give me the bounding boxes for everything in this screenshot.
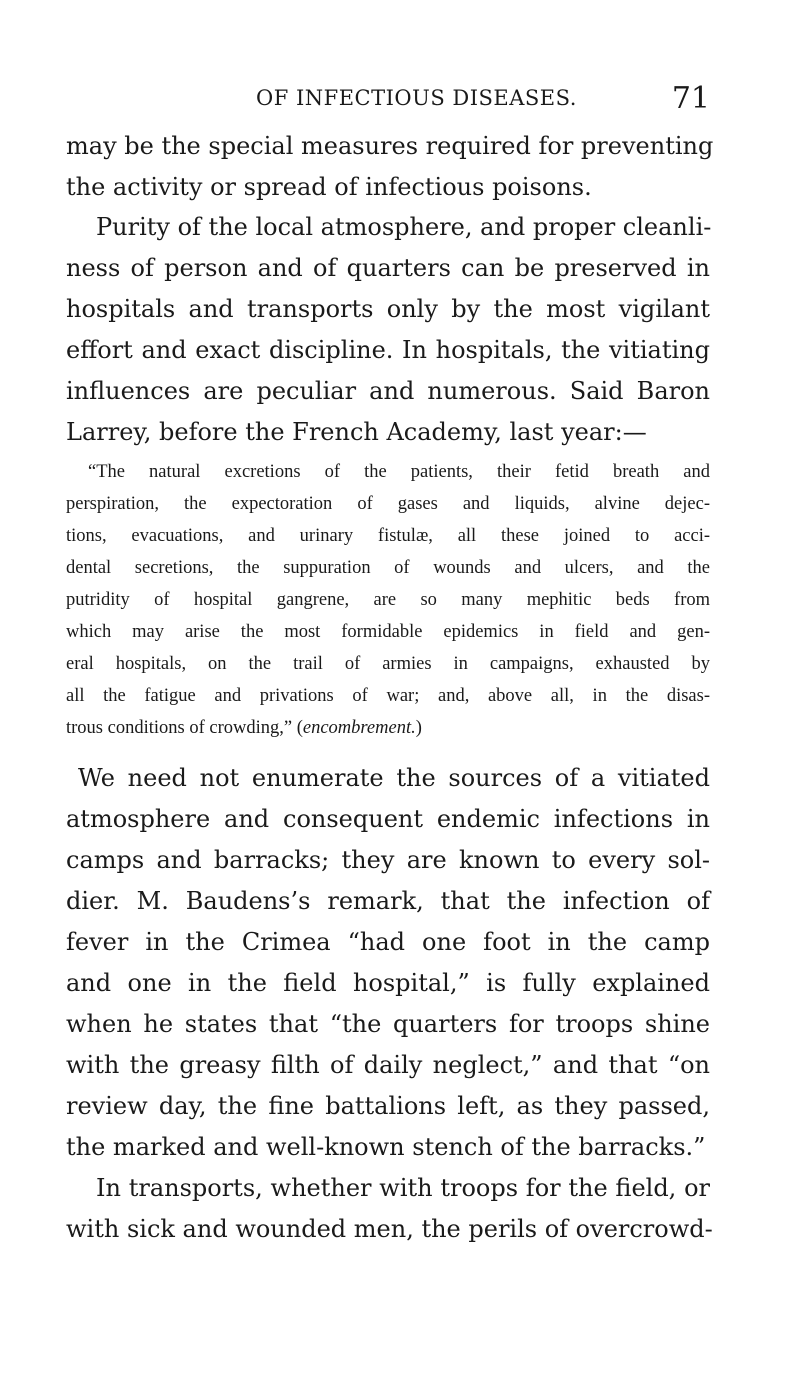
running-title: OF INFECTIOUS DISEASES.	[256, 86, 577, 110]
text-line: dier. M. Baudens’s remark, that the infection of	[66, 887, 710, 915]
text-line: camps and barracks; they are known to every sol-	[66, 846, 710, 874]
quote-close: )	[415, 718, 422, 738]
text-line: In transports, whether with troops for the field, or	[96, 1174, 710, 1202]
text-line: effort and exact discipline. In hospitals, the vitiating	[66, 336, 710, 364]
running-head	[66, 81, 710, 124]
text-line: may be the special measures required for preventing	[66, 132, 714, 160]
text-line: the activity or spread of infectious poisons.	[66, 173, 592, 201]
text-line: Purity of the local atmosphere, and proper cleanli-	[96, 213, 712, 241]
text-line: review day, the fine battalions left, as they passed,	[66, 1092, 710, 1120]
quote-line: perspiration, the expectoration of gases and liquids, alvine dejec-	[66, 494, 710, 514]
text-line: Larrey, before the French Academy, last year:—	[66, 418, 647, 446]
text-line: the marked and well-known stench of the barracks.”	[66, 1133, 706, 1161]
text-line: hospitals and transports only by the most vigilant	[66, 295, 710, 323]
text-line: with sick and wounded men, the perils of overcrowd-	[66, 1215, 713, 1243]
quote-line: dental secretions, the suppuration of wounds and ulcers, and the	[66, 558, 710, 578]
text-line: ness of person and of quarters can be preserved in	[66, 254, 710, 282]
quote-line: “The natural excretions of the patients, their fetid breath and	[88, 462, 710, 482]
quote-line: which may arise the most formidable epidemics in field and gen-	[66, 622, 710, 642]
text-line: We need not enumerate the sources of a vitiated	[78, 764, 710, 792]
text-line: fever in the Crimea “had one foot in the camp	[66, 928, 710, 956]
quote-line: all the fatigue and privations of war; and, above all, in the disas-	[66, 686, 710, 706]
text-line: when he states that “the quarters for troops shine	[66, 1010, 710, 1038]
quote-line: putridity of hospital gangrene, are so many mephitic beds from	[66, 590, 710, 610]
quote-italic: encombrement.	[302, 718, 416, 738]
quote-line	[66, 718, 422, 739]
quote-line: eral hospitals, on the trail of armies in campaigns, exhausted by	[66, 654, 710, 674]
quote-text: trous conditions of crowding,” (	[66, 718, 303, 738]
text-line: and one in the field hospital,” is fully explained	[66, 969, 710, 997]
text-line: atmosphere and consequent endemic infections in	[66, 805, 710, 833]
text-line: influences are peculiar and numerous. Said Baron	[66, 377, 710, 405]
page-number: 71	[671, 81, 710, 116]
text-line: with the greasy filth of daily neglect,” and that “on	[66, 1051, 710, 1079]
quote-line: tions, evacuations, and urinary fistulæ, all these joined to acci-	[66, 526, 710, 546]
